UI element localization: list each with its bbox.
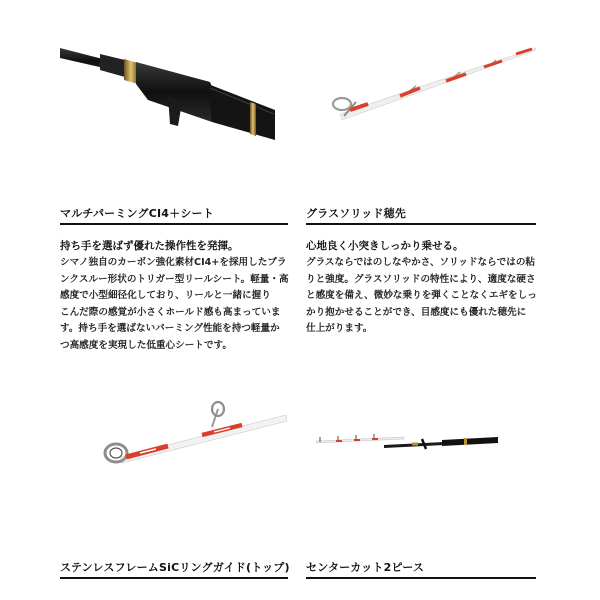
feature-lead: 持ち手を選ばず優れた操作性を発揮。 [60, 240, 239, 252]
description-line: 感度で小型細径化しており、リールと一緒に握り [60, 290, 271, 301]
description-line: す。持ち手を選ばないパーミング性能を持つ軽量か [60, 323, 280, 334]
feature-description [60, 255, 289, 354]
feature-title: ステンレスフレームSiCリングガイド(トップ) [60, 561, 290, 574]
title-underline [306, 577, 536, 579]
title-underline [60, 223, 288, 225]
feature-lead: 心地良く小突きしっかり乗せる。 [306, 240, 464, 252]
feature-title: マルチパーミングCI4＋シート [60, 207, 214, 220]
reel-seat-handle-photo [60, 40, 280, 170]
sic-ring-top-guide-photo [90, 395, 290, 485]
title-underline [60, 577, 288, 579]
feature-title: グラスソリッド穂先 [306, 207, 407, 220]
feature-description [306, 255, 537, 338]
title-underline [306, 223, 536, 225]
feature-title: センターカット2ピース [306, 561, 425, 574]
description-line: 仕上がります。 [306, 323, 373, 334]
description-line: つ高感度を実現した低重心シートです。 [60, 339, 232, 351]
description-line: シマノ独自のカーボン強化素材CI4+を採用したブラ [60, 257, 287, 268]
description-line: と感度を備え、微妙な乗りを弾くことなくエギをしっ [306, 290, 537, 301]
description-line: グラスならではのしなやかさ、ソリッドならではの粘 [306, 257, 536, 268]
glass-solid-tip-photo [320, 40, 540, 170]
description-line: ンクスルー形状のトリガー型リールシート。軽量・高 [60, 273, 289, 285]
description-line: かり抱かせることができ、目感度にも優れた穂先に [306, 306, 527, 318]
description-line: りと強度。グラスソリッドの特性により、適度な硬さ [306, 273, 536, 285]
description-line: こんだ際の感覚が小さくホールド感も高まっていま [60, 306, 281, 318]
two-piece-rod-photo [312, 415, 502, 465]
